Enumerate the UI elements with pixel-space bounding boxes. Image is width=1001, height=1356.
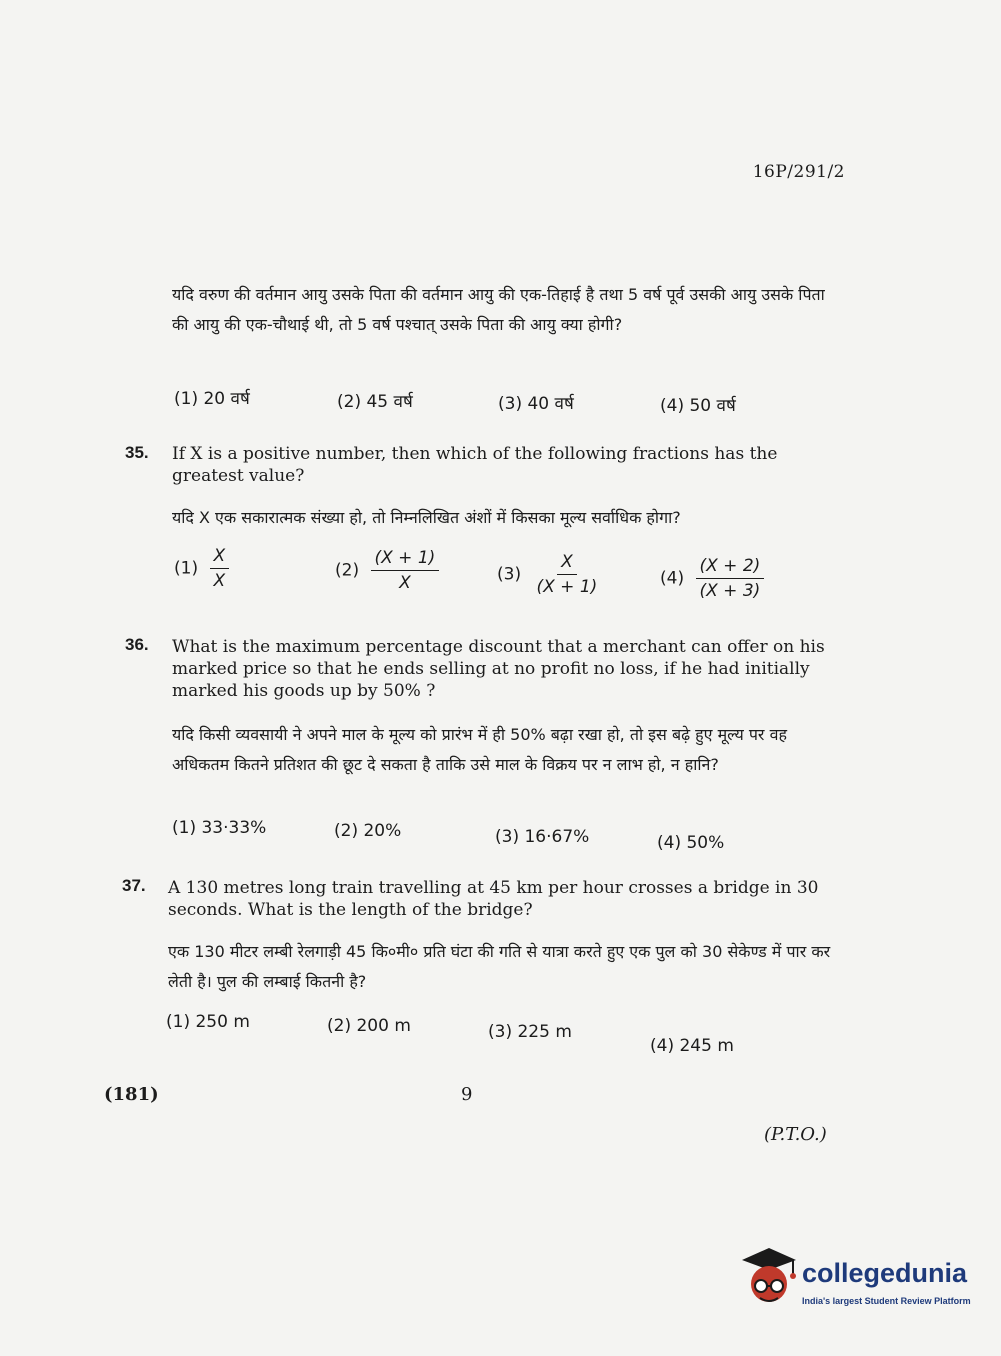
q37-hindi-text: एक 130 मीटर लम्बी रेलगाड़ी 45 कि०मी० प्रति घंटा की गति से यात्रा करते हुए एक पुल को 30 सेकेण्ड में पार कर लेती है। पुल की लम्बाई कितनी है? — [168, 942, 831, 991]
booklet-code: (181) — [104, 1084, 159, 1105]
q35-option-1-label: (1) — [174, 558, 199, 579]
q37-number: 37. — [122, 876, 146, 895]
q35-option-1-denominator: X — [213, 571, 226, 591]
q37-option-3: (3) 225 m — [488, 1022, 572, 1042]
q35-option-4-numerator: (X + 2) — [696, 556, 765, 579]
pto-label: (P.T.O.) — [764, 1124, 827, 1145]
q35-option-4 — [660, 556, 764, 601]
q35-option-3-numerator: X — [557, 552, 577, 575]
q37-option-2: (2) 200 m — [327, 1016, 411, 1036]
q37-option-1: (1) 250 m — [166, 1012, 250, 1032]
q35-option-2-numerator: (X + 1) — [371, 548, 440, 571]
q35-option-1-fraction — [210, 546, 230, 591]
q35-option-3-denominator: (X + 1) — [536, 577, 598, 597]
q34-option-4: (4) 50 वर्ष — [660, 396, 736, 416]
q35-option-3 — [497, 552, 601, 597]
mascot-icon — [740, 1246, 798, 1312]
logo-wordmark: collegedunia — [802, 1258, 968, 1288]
q35-option-2 — [335, 548, 439, 593]
q35-hindi-text: यदि X एक सकारात्मक संख्या हो, तो निम्नलिखित अंशों में किसका मूल्य सर्वाधिक होगा? — [172, 508, 681, 527]
q35-option-2-denominator: X — [399, 573, 411, 593]
q35-option-3-label: (3) — [497, 564, 522, 585]
q35-english-text: If X is a positive number, then which of the following fractions has the greatest value? — [172, 444, 778, 486]
q35-option-4-label: (4) — [660, 568, 685, 589]
paper-code: 16P/291/2 — [752, 162, 845, 182]
q35-option-3-fraction — [533, 552, 602, 597]
q35-option-1 — [174, 546, 229, 591]
q36-hindi-text: यदि किसी व्यवसायी ने अपने माल के मूल्य को प्रारंभ में ही 50% बढ़ा रखा हो, तो इस बढ़े हुए मूल्य पर वह अधिकतम कितने प्रतिशत की छूट दे सकता है ताकि उसे माल के विक्रय पर न लाभ हो, न हानि? — [172, 725, 787, 774]
q36-option-1: (1) 33·33% — [172, 818, 267, 838]
q36-number: 36. — [125, 635, 149, 654]
q35-option-2-label: (2) — [335, 560, 360, 581]
q35-option-4-fraction — [696, 556, 765, 601]
q35-option-1-numerator: X — [210, 546, 230, 569]
q35-option-4-denominator: (X + 3) — [699, 581, 761, 601]
q36-english-text: What is the maximum percentage discount that a merchant can offer on his marked price so that he ends selling at no profit no loss, if he had initially marked his goods up by 50% ? — [172, 637, 825, 701]
q34-option-2: (2) 45 वर्ष — [337, 392, 413, 412]
q36-option-2: (2) 20% — [334, 821, 402, 841]
q34-option-1: (1) 20 वर्ष — [174, 389, 250, 409]
q34-option-3: (3) 40 वर्ष — [498, 394, 574, 414]
q37-option-4: (4) 245 m — [650, 1036, 734, 1056]
q34-hindi-text: यदि वरुण की वर्तमान आयु उसके पिता की वर्तमान आयु की एक-तिहाई है तथा 5 वर्ष पूर्व उसकी आयु उसके पिता की आयु की एक-चौथाई थी, तो 5 वर्ष पश्चात् उसके पिता की आयु क्या होगी? — [172, 285, 825, 334]
q36-option-4: (4) 50% — [657, 833, 725, 853]
logo-tagline: India's largest Student Review Platform — [802, 1296, 971, 1306]
q35-option-2-fraction — [371, 548, 440, 593]
page-number: 9 — [461, 1084, 473, 1105]
q36-option-3: (3) 16·67% — [495, 827, 590, 847]
collegedunia-logo — [740, 1246, 970, 1316]
q35-number: 35. — [125, 443, 149, 462]
q37-english-text: A 130 metres long train travelling at 45 km per hour crosses a bridge in 30 seconds. What is the length of the bridge? — [168, 878, 819, 920]
